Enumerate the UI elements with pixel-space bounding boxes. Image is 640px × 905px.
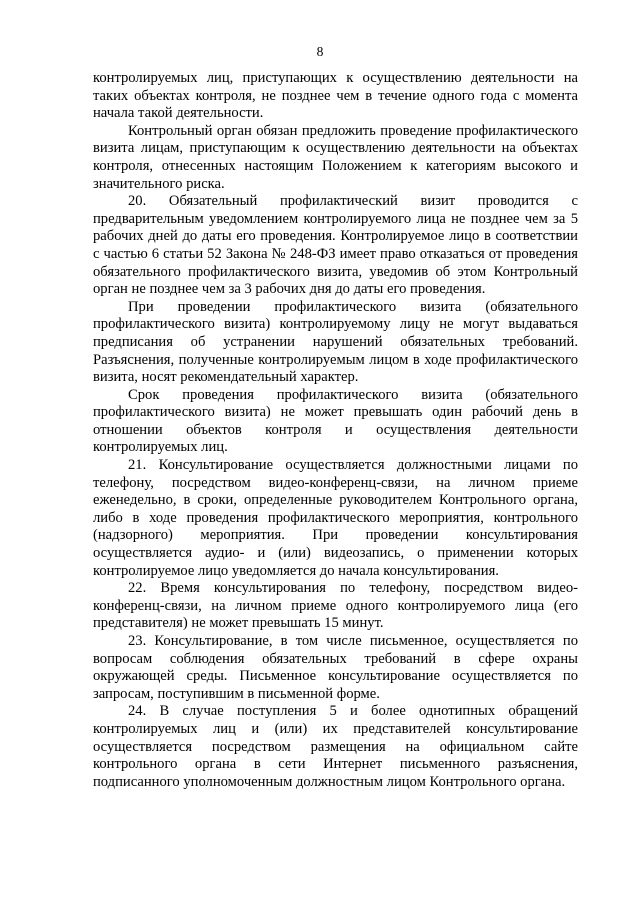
page-number: 8 xyxy=(316,44,324,59)
paragraph: Контрольный орган обязан предложить проведение профилактического визита лицам, приступающим к осуществлению деятельности на объектах контроля, отнесенных настоящим Положением к категориям высокого и значительного риска. xyxy=(93,122,578,192)
paragraph-item-20: 20. Обязательный профилактический визит проводится с предварительным уведомлением контролируемого лица не позднее чем за 5 рабочих дней до даты его проведения. Контролируемое лицо в соответствии с частью 6 статьи 52 Закона № 248-ФЗ имеет право отказаться от проведения обязательного профилактического визита, уведомив об этом Контрольный орган не позднее чем за 3 рабочих дня до даты его проведения. xyxy=(93,193,578,298)
paragraph-continuation: контролируемых лиц, приступающих к осуществлению деятельности на таких объектах контроля, не позднее чем в течение одного года с момента начала такой деятельности. xyxy=(93,70,578,122)
document-body xyxy=(93,70,578,791)
paragraph-item-21: 21. Консультирование осуществляется должностными лицами по телефону, посредством видео-конференц-связи, на личном приеме еженедельно, в сроки, определенные руководителем Контрольного органа, либо в ходе проведения профилактического мероприятия, контрольного (надзорного) мероприятия. При проведении консультирования осуществляется аудио- и (или) видеозапись, о применении которых контролируемое лицо уведомляется до начала консультирования. xyxy=(93,457,578,579)
paragraph: Срок проведения профилактического визита (обязательного профилактического визита) не может превышать один рабочий день в отношении объектов контроля и осуществления деятельности контролируемых лиц. xyxy=(93,386,578,456)
paragraph-item-22: 22. Время консультирования по телефону, посредством видео-конференц-связи, на личном приеме одного контролируемого лица (его представителя) не может превышать 15 минут. xyxy=(93,580,578,632)
paragraph: При проведении профилактического визита (обязательного профилактического визита) контролируемому лицу не могут выдаваться предписания об устранении нарушений обязательных требований. Разъяснения, полученные контролируемым лицом в ходе профилактического визита, носят рекомендательный характер. xyxy=(93,298,578,386)
paragraph-item-24: 24. В случае поступления 5 и более однотипных обращений контролируемых лиц и (или) их представителей консультирование осуществляется посредством размещения на официальном сайте контрольного органа в сети Интернет письменного разъяснения, подписанного уполномоченным должностным лицом Контрольного органа. xyxy=(93,703,578,790)
paragraph-item-23: 23. Консультирование, в том числе письменное, осуществляется по вопросам соблюдения обязательных требований в сфере охраны окружающей среды. Письменное консультирование осуществляется по запросам, поступившим в письменной форме. xyxy=(93,633,578,702)
